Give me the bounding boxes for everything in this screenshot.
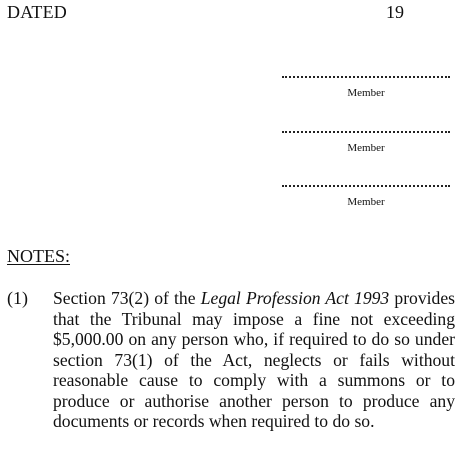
signature-block-1 [281,76,451,99]
signature-line [282,131,450,137]
dated-label: DATED [7,2,67,22]
signature-label: Member [347,142,385,154]
note-number: (1) [7,288,28,308]
notes-heading: NOTES: [7,246,70,266]
year-label: 19 [386,2,404,22]
signature-block-2 [281,131,451,154]
note-text-after: provides that the Tribunal may impose a fine not exceeding $5,000.00 on any person who, if required to do so under section 73(1) of the Act, neglects or fails without reasonable cause to comply with a summons or to produce or authorise another person to produce any documents or records when required to do so. [53,288,455,431]
note-text-before: Section 73(2) of the [53,288,201,308]
signature-block-3 [281,185,451,208]
signature-line [282,185,450,191]
note-text [53,288,455,432]
signature-label: Member [347,196,385,208]
signature-label: Member [347,87,385,99]
act-title: Legal Profession Act 1993 [200,288,390,308]
signature-line [282,76,450,82]
